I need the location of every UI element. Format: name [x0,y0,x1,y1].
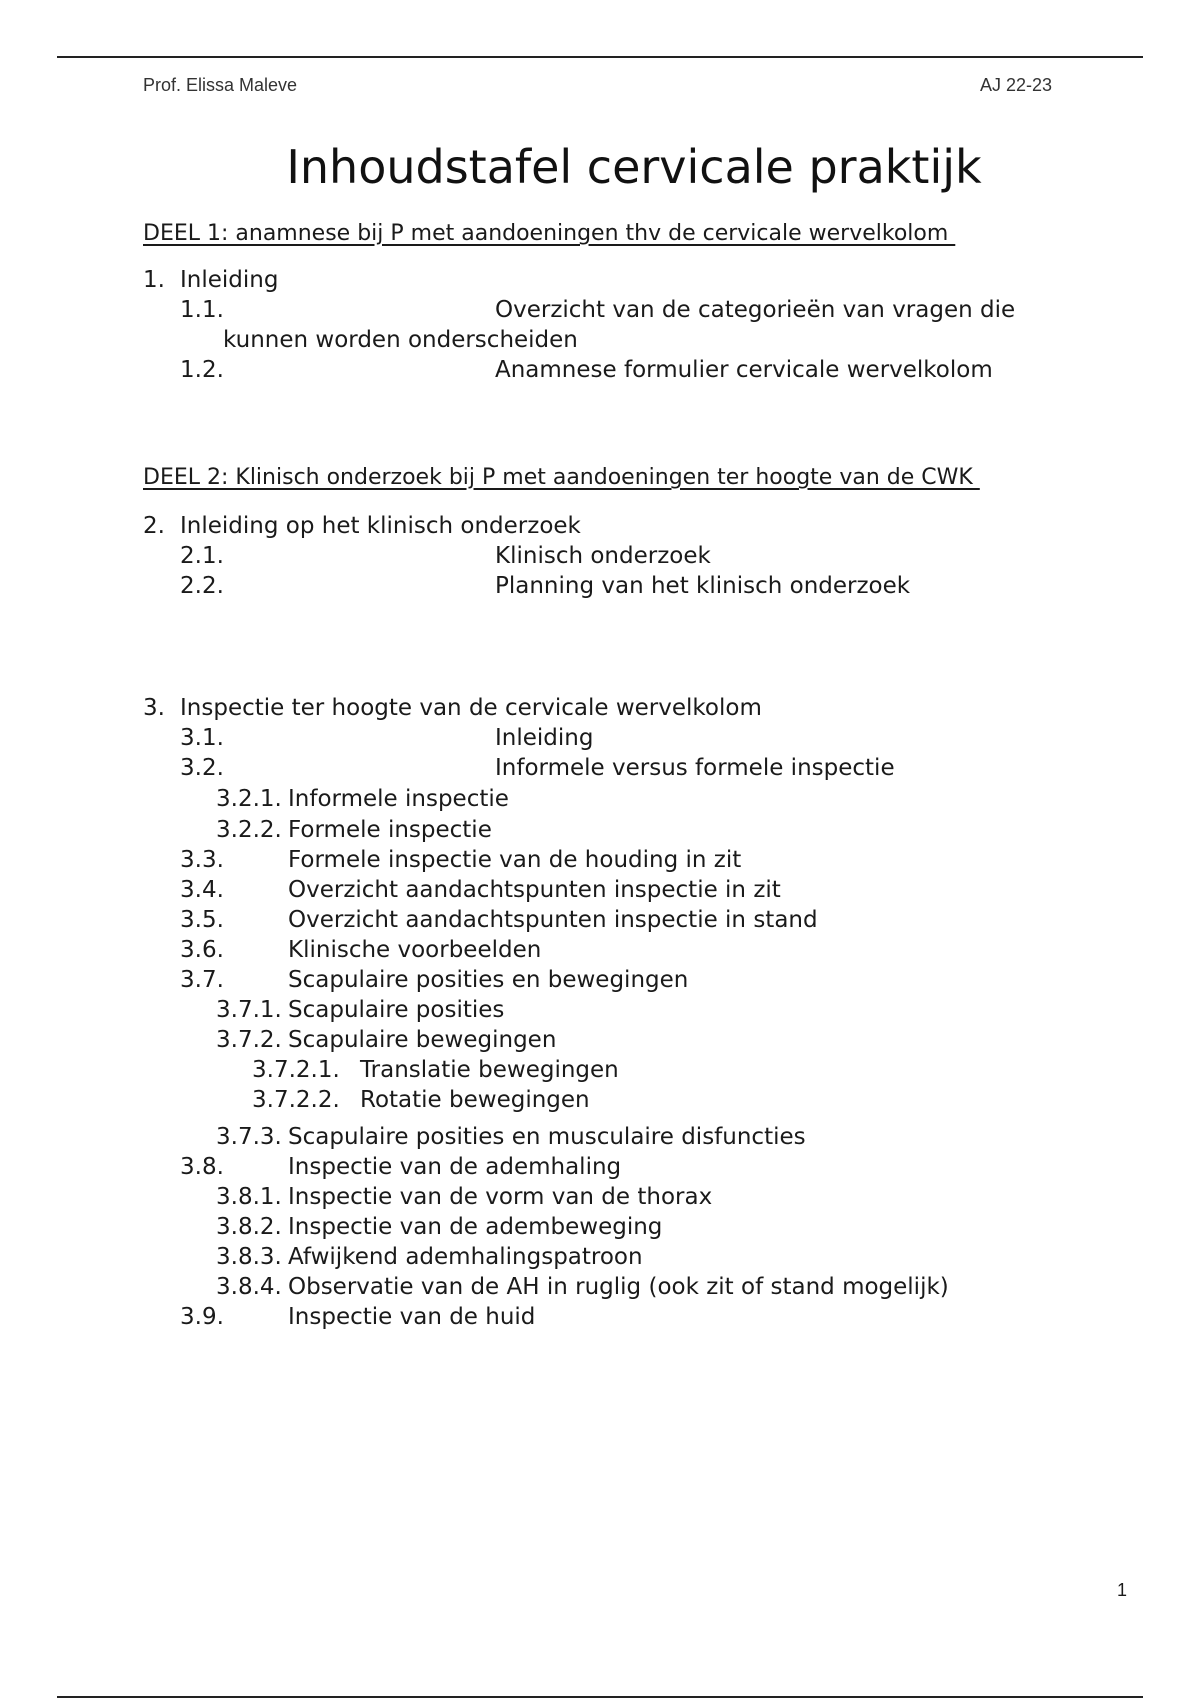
top-rule [57,56,1143,58]
toc-text: Formele inspectie van de houding in zit [288,847,742,873]
toc-number: 3.7.1. [216,997,282,1023]
toc-number: 3.7.3. [216,1124,282,1150]
toc-text: Planning van het klinisch onderzoek [495,573,911,599]
toc-text: Inspectie van de vorm van de thorax [288,1184,713,1210]
toc-number: 3.8. [180,1154,224,1180]
toc-text: Translatie bewegingen [360,1057,619,1083]
toc-number: 2.2. [180,573,224,599]
toc-text: Inspectie van de adembeweging [288,1214,663,1240]
toc-text: Overzicht van de categorieën van vragen die [495,297,1016,323]
toc-number: 3.7.2. [216,1027,282,1053]
toc-number: 3.5. [180,907,224,933]
toc-number: 2. [143,513,165,539]
toc-number: 1. [143,267,165,293]
toc-text: Overzicht aandachtspunten inspectie in stand [288,907,818,933]
toc-text: Informele versus formele inspectie [495,755,895,781]
bottom-rule [57,1696,1143,1698]
toc-text: Klinische voorbeelden [288,937,542,963]
toc-text: Scapulaire bewegingen [288,1027,557,1053]
toc-text: Anamnese formulier cervicale wervelkolom [495,357,993,383]
page-title: Inhoudstafel cervicale praktijk [286,140,982,194]
toc-text: Inleiding op het klinisch onderzoek [180,513,581,539]
toc-number: 1.1. [180,297,224,323]
header-author: Prof. Elissa Maleve [143,75,298,95]
part1-heading: DEEL 1: anamnese bij P met aandoeningen thv de cervicale wervelkolom [143,221,956,246]
toc-number: 3.8.1. [216,1184,282,1210]
toc-number: 3.2.1. [216,786,282,812]
toc-number: 3.6. [180,937,224,963]
toc-text: Rotatie bewegingen [360,1087,590,1113]
toc-text: Scapulaire posities en musculaire disfuncties [288,1124,806,1150]
toc-text: Inspectie van de huid [288,1304,536,1330]
toc-number: 3.4. [180,877,224,903]
toc-text: Formele inspectie [288,817,492,843]
toc-text: Inspectie ter hoogte van de cervicale wervelkolom [180,695,762,721]
toc-number: 3.3. [180,847,224,873]
toc-text: Inleiding [180,267,279,293]
toc-text: Informele inspectie [288,786,509,812]
toc-number: 3.9. [180,1304,224,1330]
toc-text: Afwijkend ademhalingspatroon [288,1244,643,1270]
toc-text: Overzicht aandachtspunten inspectie in zit [288,877,781,903]
header-year: AJ 22-23 [980,75,1053,95]
part2-heading: DEEL 2: Klinisch onderzoek bij P met aandoeningen ter hoogte van de CWK [143,465,980,490]
toc-text: Inspectie van de ademhaling [288,1154,622,1180]
toc-number: 3.2.2. [216,817,282,843]
toc-number: 3.7.2.2. [252,1087,340,1113]
toc-text: Scapulaire posities [288,997,505,1023]
toc-number: 1.2. [180,357,224,383]
toc-text: Scapulaire posities en bewegingen [288,967,689,993]
toc-text: Observatie van de AH in ruglig (ook zit of stand mogelijk) [288,1274,949,1300]
toc-number: 3.8.3. [216,1244,282,1270]
toc-number: 3.8.4. [216,1274,282,1300]
page-number: 1 [1117,1580,1128,1600]
toc-number: 3.2. [180,755,224,781]
toc-text: Klinisch onderzoek [495,543,711,569]
toc-text: Inleiding [495,725,594,751]
toc-number: 3.7.2.1. [252,1057,340,1083]
toc-text: kunnen worden onderscheiden [223,327,578,353]
toc-number: 3.7. [180,967,224,993]
toc-number: 3. [143,695,165,721]
toc-number: 3.8.2. [216,1214,282,1240]
toc-number: 3.1. [180,725,224,751]
toc-number: 2.1. [180,543,224,569]
